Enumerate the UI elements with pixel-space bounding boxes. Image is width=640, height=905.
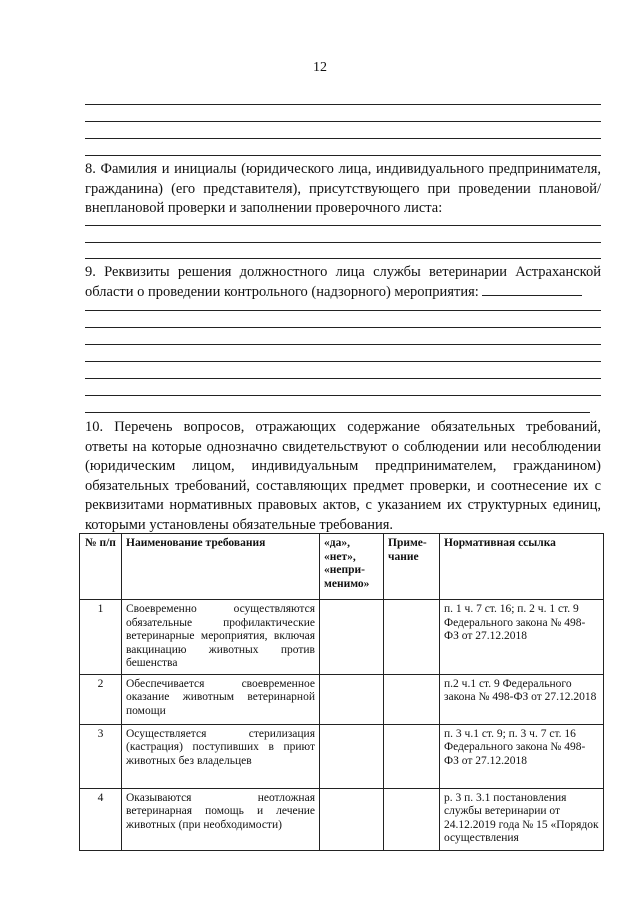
header-normative-reference: Нормативная ссылка: [440, 534, 604, 600]
section-9-text: [85, 263, 601, 302]
header-answer: «да», «нет», «непри-менимо»: [320, 534, 384, 600]
blank-line: [85, 361, 601, 362]
row-number: 2: [80, 674, 122, 724]
note-cell[interactable]: [384, 724, 440, 788]
header-requirement-name: Наименование требования: [122, 534, 320, 600]
blank-line: [85, 412, 590, 413]
normative-reference: р. 3 п. 3.1 постановления службы ветеринарии от 24.12.2019 года № 15 «Порядок осуществления: [440, 788, 604, 850]
section-8-text: 8. Фамилия и инициалы (юридического лица, индивидуального предпринимателя, гражданина) (его представителя), присутствующего при проведении плановой/внеплановой проверки и заполнении проверочного листа:: [85, 161, 601, 216]
fill-line: [482, 295, 582, 296]
table-row: [80, 788, 604, 850]
row-number: 3: [80, 724, 122, 788]
normative-reference: п. 3 ч.1 ст. 9; п. 3 ч. 7 ст. 16 Федерального закона № 498-ФЗ от 27.12.2018: [440, 724, 604, 788]
blank-line: [85, 225, 601, 226]
table-row: [80, 724, 604, 788]
row-number: 1: [80, 600, 122, 675]
blank-line: [85, 121, 601, 122]
note-cell[interactable]: [384, 674, 440, 724]
blank-line: [85, 378, 601, 379]
note-cell[interactable]: [384, 600, 440, 675]
table-header-row: [80, 534, 604, 600]
section-10-text: 10. Перечень вопросов, отражающих содержание обязательных требований, ответы на которые однозначно свидетельствуют о соблюдении или несоблюдении (юридическим лицом, индивидуальным предпринимателем, гражданином) обязательных требований, составляющих предмет проверки, и соотнесение их с реквизитами нормативных правовых актов, с указанием их структурных единиц, которыми установлены обязательные требования.: [85, 419, 601, 533]
requirement-name: Своевременно осуществляются обязательные профилактические ветеринарные мероприятия, включая вакцинацию животных против бешенства: [122, 600, 320, 675]
normative-reference: п. 1 ч. 7 ст. 16; п. 2 ч. 1 ст. 9 Федерального закона № 498-ФЗ от 27.12.2018: [440, 600, 604, 675]
note-cell[interactable]: [384, 788, 440, 850]
answer-cell[interactable]: [320, 674, 384, 724]
answer-cell[interactable]: [320, 724, 384, 788]
blank-line: [85, 155, 601, 156]
requirements-table: [79, 533, 604, 851]
blank-line: [85, 242, 601, 243]
blank-line: [85, 258, 601, 259]
normative-reference: п.2 ч.1 ст. 9 Федерального закона № 498-ФЗ от 27.12.2018: [440, 674, 604, 724]
blank-line: [85, 327, 601, 328]
row-number: 4: [80, 788, 122, 850]
answer-cell[interactable]: [320, 600, 384, 675]
requirement-name: Оказываются неотложная ветеринарная помощь и лечение животных (при необходимости): [122, 788, 320, 850]
answer-cell[interactable]: [320, 788, 384, 850]
page-number: 12: [313, 60, 327, 75]
blank-line: [85, 138, 601, 139]
blank-line: [85, 395, 601, 396]
requirement-name: Обеспечивается своевременное оказание животным ветеринарной помощи: [122, 674, 320, 724]
blank-line: [85, 344, 601, 345]
section-9-content: 9. Реквизиты решения должностного лица службы ветеринарии Астраханской области о проведении контрольного (надзорного) мероприятия:: [85, 264, 601, 300]
blank-line: [85, 310, 601, 311]
requirement-name: Осуществляется стерилизация (кастрация) поступивших в приют животных без владельцев: [122, 724, 320, 788]
table-row: [80, 674, 604, 724]
blank-line: [85, 104, 601, 105]
header-number: № п/п: [80, 534, 122, 600]
header-note: Приме-чание: [384, 534, 440, 600]
table-row: [80, 600, 604, 675]
